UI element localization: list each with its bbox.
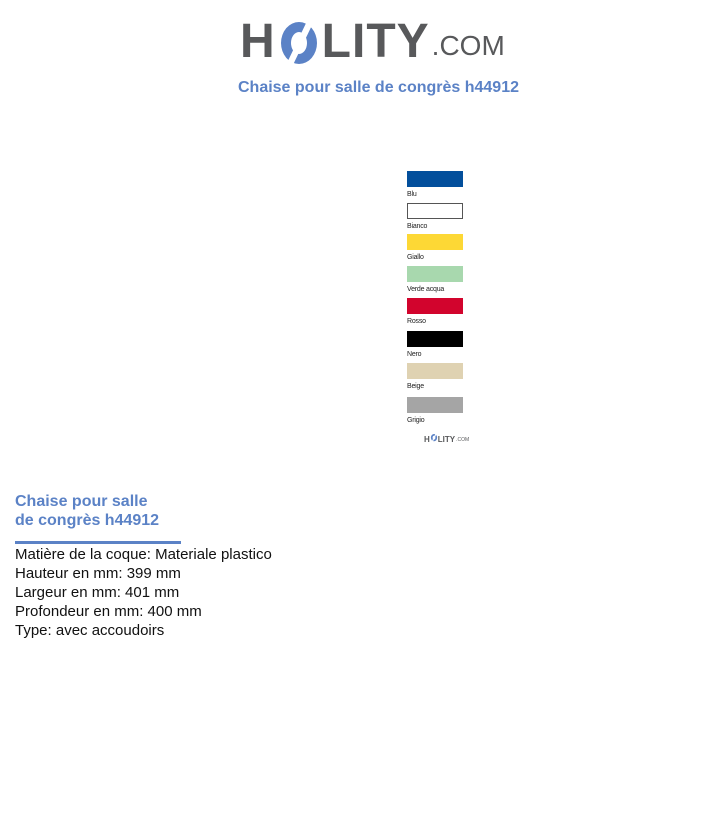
spec-height: Hauteur en mm: 399 mm	[15, 565, 181, 582]
page-title: Chaise pour salle de congrès h44912	[237, 79, 519, 96]
swatch-label: Blu	[407, 191, 417, 198]
mini-holity-logo	[424, 433, 469, 444]
swatch-item	[406, 363, 486, 397]
swatch-beige	[407, 363, 463, 379]
swatch-giallo	[407, 234, 463, 250]
swatch-label: Verde acqua	[407, 286, 445, 293]
swatch-blu	[407, 171, 463, 187]
swatch-label: Grigio	[407, 417, 425, 424]
spec-depth: Profondeur en mm: 400 mm	[15, 603, 202, 620]
swatch-item	[406, 266, 486, 298]
swatch-bianco	[407, 203, 463, 219]
logo-domain: .COM	[431, 30, 505, 61]
product-specs	[15, 545, 272, 640]
heading-divider	[15, 541, 181, 544]
swatch-grigio	[407, 397, 463, 413]
swatch-item	[406, 298, 486, 331]
spec-type: Type: avec accoudoirs	[15, 622, 165, 639]
mini-logo-o-icon	[430, 433, 438, 444]
product-heading-line-1: Chaise pour salle	[15, 493, 148, 510]
spec-width: Largeur en mm: 401 mm	[15, 584, 180, 601]
color-swatch-list	[406, 171, 486, 429]
swatch-label: Giallo	[407, 254, 424, 261]
swatch-item	[406, 203, 486, 234]
spec-material: Matière de la coque: Materiale plastico	[15, 546, 272, 563]
mini-logo-domain: .COM	[456, 437, 470, 443]
swatch-item	[406, 171, 486, 203]
swatch-label: Nero	[407, 351, 422, 358]
logo-letter-h: H	[240, 15, 276, 68]
swatch-item	[406, 397, 486, 429]
swatch-rosso	[407, 298, 463, 314]
swatch-verde-acqua	[407, 266, 463, 282]
product-heading-line-2: de congrès h44912	[15, 512, 160, 529]
mini-logo-letters-lity: LITY	[437, 435, 456, 444]
swatch-item	[406, 331, 486, 363]
swatch-nero	[407, 331, 463, 347]
swatch-label: Beige	[407, 383, 424, 390]
mini-logo-letter-h: H	[424, 435, 430, 444]
product-heading	[15, 492, 215, 530]
swatch-label: Rosso	[407, 318, 426, 325]
logo-o-icon	[278, 16, 320, 68]
logo-letters-lity: LITY	[321, 15, 430, 68]
swatch-label: Bianco	[407, 223, 428, 230]
holity-logo[interactable]	[240, 10, 505, 68]
swatch-item	[406, 234, 486, 266]
